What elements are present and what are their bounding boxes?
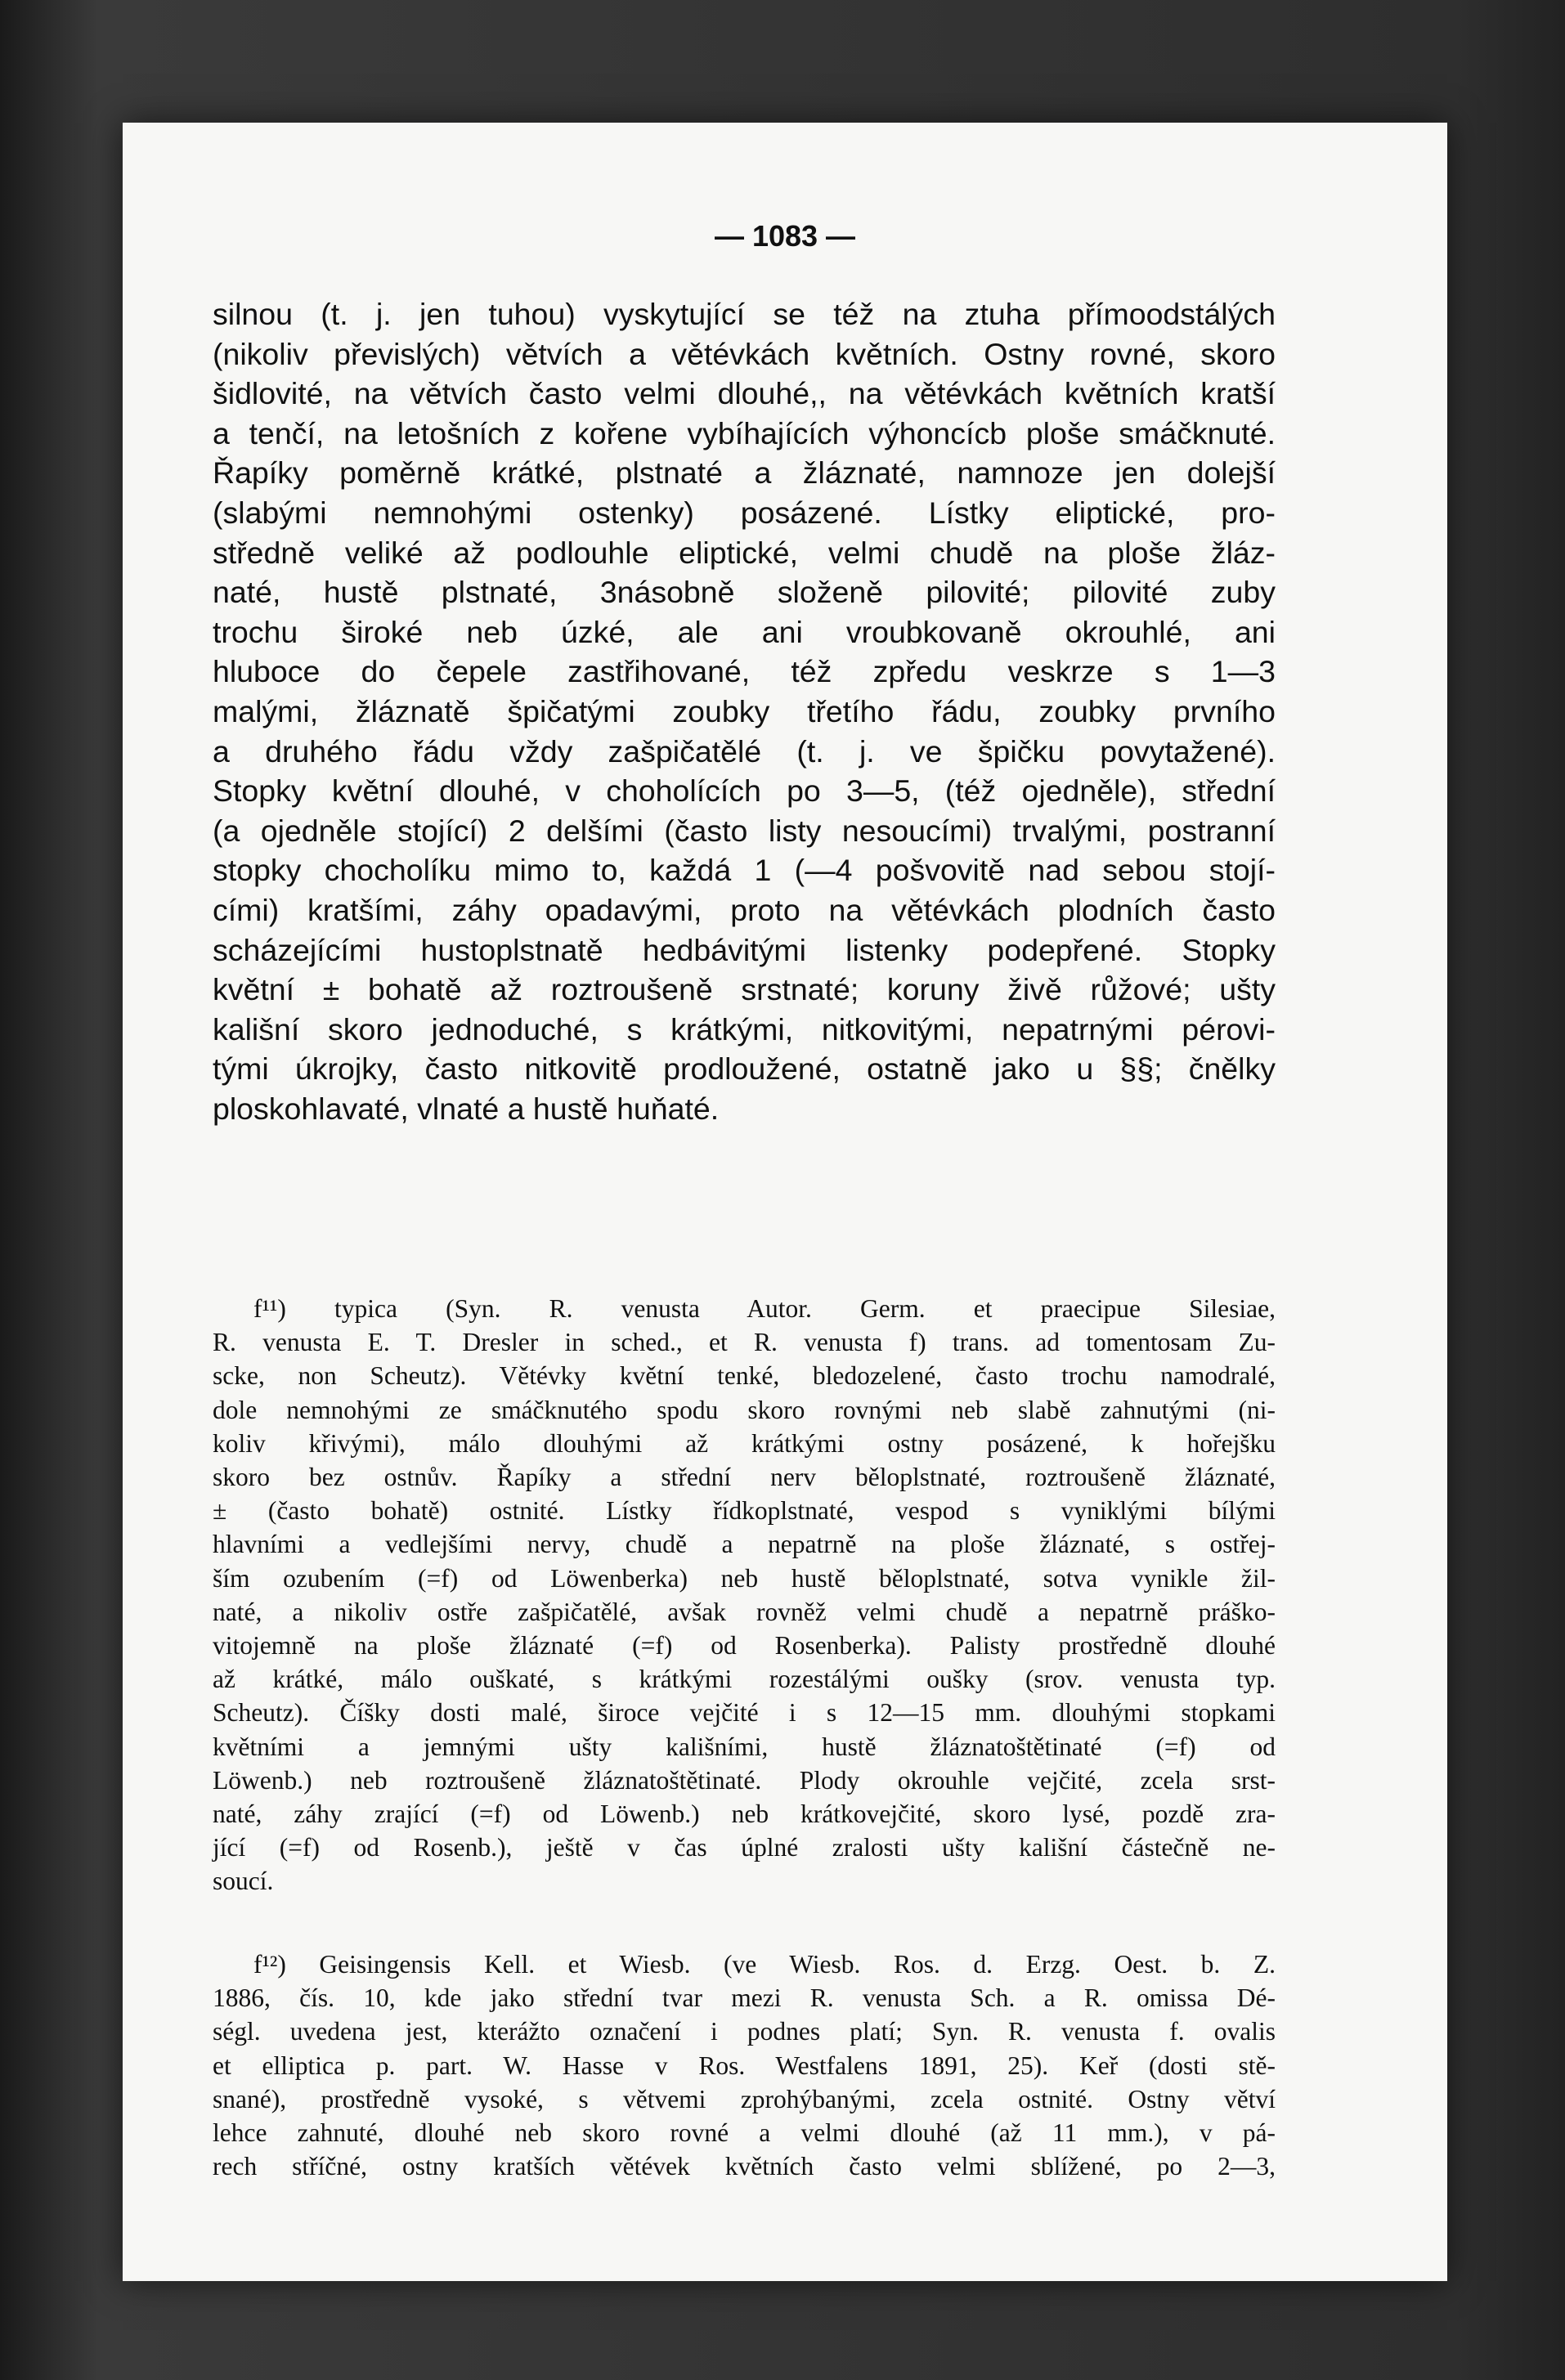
text-line: malými, žláznatě špičatými zoubky třetího řádu, zoubky prvního bbox=[213, 693, 1276, 728]
text-line: ším ozubením (=f) od Löwenberka) neb hustě běloplstnaté, sotva vynikle žil- bbox=[213, 1563, 1276, 1593]
text-line: hlavními a vedlejšími nervy, chudě a nepatrně na ploše žláznaté, s ostřej- bbox=[213, 1530, 1276, 1559]
text-line: lehce zahnuté, dlouhé neb skoro rovné a velmi dlouhé (až 11 mm.), v pá- bbox=[213, 2118, 1276, 2148]
text-line: naté, a nikoliv ostře zašpičatělé, avšak rovněž velmi chudě a nepatrně práško- bbox=[213, 1597, 1276, 1626]
page-number: — 1083 — bbox=[714, 219, 856, 253]
book-page bbox=[123, 123, 1447, 2281]
text-line: ± (často bohatě) ostnité. Lístky řídkoplstnaté, vespod s vyniklými bílými bbox=[213, 1496, 1276, 1526]
main-paragraph bbox=[213, 294, 1276, 1128]
text-line: Löwenb.) neb roztroušeně žláznatoštětinaté. Plody okrouhle vejčité, zcela srst- bbox=[213, 1765, 1276, 1795]
text-line: (slabými nemnohými ostenky) posázené. Lístky eliptické, pro- bbox=[213, 495, 1276, 530]
text-line: 1886, čís. 10, kde jako střední tvar mezi R. venusta Sch. a R. omissa Dé- bbox=[213, 1983, 1276, 2013]
text-line: naté, hustě plstnaté, 3násobně složeně pilovité; pilovité zuby bbox=[213, 575, 1276, 610]
text-line: šidlovité, na větvích často velmi dlouhé,, na větévkách květních kratší bbox=[213, 376, 1276, 411]
text-line: scházejícími hustoplstnatě hedbávitými listenky podepřené. Stopky bbox=[213, 932, 1276, 967]
text-line: koliv křivými), málo dlouhými až krátkými ostny posázené, k hořejšku bbox=[213, 1428, 1276, 1458]
text-line: et elliptica p. part. W. Hasse v Ros. Westfalens 1891, 25). Keř (dosti stě- bbox=[213, 2051, 1276, 2080]
text-line: skoro bez ostnův. Řapíky a střední nerv běloplstnaté, roztroušeně žláznaté, bbox=[213, 1463, 1276, 1492]
text-line: dole nemnohými ze smáčknutého spodu skoro rovnými neb slabě zahnutými (ni- bbox=[213, 1395, 1276, 1424]
text-line: květními a jemnými ušty kališními, hustě žláznatoštětinaté (=f) od bbox=[213, 1732, 1276, 1761]
text-line: ploskohlavaté, vlnaté a hustě huňaté. bbox=[213, 1091, 720, 1126]
text-line: Řapíky poměrně krátké, plstnaté a žláznaté, namnoze jen dolejší bbox=[213, 455, 1276, 491]
text-line: květní ± bohatě až roztroušeně srstnaté; koruny živě růžové; ušty bbox=[213, 972, 1276, 1007]
text-line: kališní skoro jednoduché, s krátkými, nitkovitými, nepatrnými pérovi- bbox=[213, 1011, 1276, 1047]
text-line: rech stříčné, ostny kratších větévek květních často velmi sblížené, po 2—3, bbox=[213, 2152, 1276, 2181]
text-line: f¹²) Geisingensis Kell. et Wiesb. (ve Wiesb. Ros. d. Erzg. Oest. b. Z. bbox=[253, 1950, 1276, 1979]
text-line: (a ojedněle stojící) 2 delšími (často listy nesoucími) trvalými, postranní bbox=[213, 813, 1276, 848]
text-line: stopky chocholíku mimo to, každá 1 (—4 pošvovitě nad sebou stojí- bbox=[213, 853, 1276, 888]
text-line: a druhého řádu vždy zašpičatělé (t. j. ve špičku povytažené). bbox=[213, 733, 1276, 769]
text-line: silnou (t. j. jen tuhou) vyskytující se též na ztuha přímoodstálých bbox=[213, 297, 1276, 331]
text-line: naté, záhy zrající (=f) od Löwenb.) neb krátkovejčité, skoro lysé, pozdě zra- bbox=[213, 1800, 1276, 1829]
text-line: f¹¹) typica (Syn. R. venusta Autor. Germ. et praecipue Silesiae, bbox=[253, 1294, 1276, 1323]
text-line: soucí. bbox=[213, 1867, 274, 1896]
paragraph-typica bbox=[213, 1292, 1276, 1898]
text-line: vitojemně na ploše žláznaté (=f) od Rosenberka). Palisty prostředně dlouhé bbox=[213, 1631, 1276, 1661]
text-line: Stopky květní dlouhé, v choholících po 3—5, (též ojedněle), střední bbox=[213, 773, 1276, 809]
text-line: až krátké, málo ouškaté, s krátkými rozestálými oušky (srov. venusta typ. bbox=[213, 1665, 1276, 1694]
text-line: a tenčí, na letošních z kořene vybíhajících výhoncícb ploše smáčknuté. bbox=[213, 415, 1276, 450]
text-line: snané), prostředně vysoké, s větvemi zprohýbanými, zcela ostnité. Ostny větví bbox=[213, 2084, 1276, 2113]
text-line: (nikoliv převislých) větvích a větévkách květních. Ostny rovné, skoro bbox=[213, 336, 1276, 371]
text-line: Scheutz). Číšky dosti malé, široce vejčité i s 12—15 mm. dlouhými stopkami bbox=[213, 1698, 1276, 1728]
text-line: ségl. uvedena jest, kterážto označení i podnes platí; Syn. R. venusta f. ovalis bbox=[213, 2017, 1276, 2046]
text-line: tými úkrojky, často nitkovitě prodloužené, ostatně jako u §§; čnělky bbox=[213, 1051, 1276, 1087]
paragraph-geisingensis bbox=[213, 1947, 1276, 2183]
text-line: scke, non Scheutz). Větévky květní tenké, bledozelené, často trochu namodralé, bbox=[213, 1361, 1276, 1391]
text-line: cími) kratšími, záhy opadavými, proto na větévkách plodních často bbox=[213, 892, 1276, 927]
text-line: jící (=f) od Rosenb.), ještě v čas úplné zralosti ušty kališní částečně ne- bbox=[213, 1833, 1276, 1862]
text-line: trochu široké neb úzké, ale ani vroubkovaně okrouhlé, ani bbox=[213, 614, 1276, 649]
text-line: středně veliké až podlouhle eliptické, velmi chudě na ploše žláz- bbox=[213, 535, 1276, 570]
text-line: R. venusta E. T. Dresler in sched., et R. venusta f) trans. ad tomentosam Zu- bbox=[213, 1328, 1276, 1357]
text-line: hluboce do čepele zastřihované, též zpředu veskrze s 1—3 bbox=[213, 654, 1276, 689]
